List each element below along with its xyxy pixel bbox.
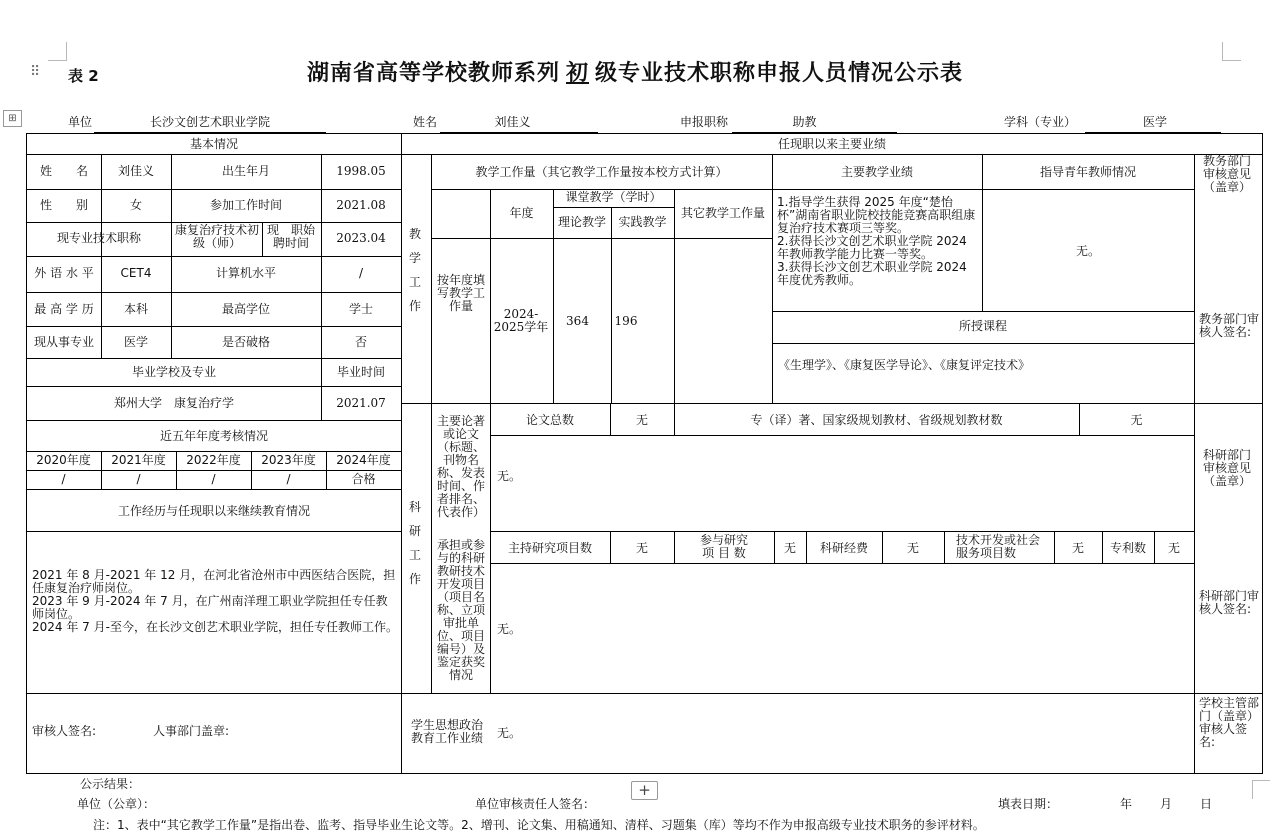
- page-title: 湖南省高等学校教师系列 初 级专业技术职称申报人员情况公示表: [306, 61, 964, 86]
- theory-value: 364: [566, 314, 589, 328]
- work-history-item: 2021 年 8 月-2021 年 12 月，在河北省沧州市中西医结合医院，担任康复治疗师岗位。: [32, 568, 396, 595]
- other-workload-header: 其它教学工作量: [680, 206, 765, 220]
- grid-line: [490, 531, 1195, 532]
- ideology-label: 学生思想政治教育工作业绩: [410, 718, 483, 745]
- host-projects-value: 无: [635, 541, 648, 555]
- apply-title-label: 申报职称: [680, 115, 729, 129]
- join-projects-label: 参与研究项 目 数: [699, 533, 748, 560]
- courses-label: 所授课程: [958, 319, 1007, 333]
- gender-value: 女: [129, 198, 142, 212]
- hire-time-value: 2023.04: [336, 231, 386, 245]
- date-day: 日: [1200, 797, 1213, 811]
- assessment-result: /: [286, 472, 291, 486]
- grid-line: [490, 189, 491, 694]
- result-label: 公示结果：: [80, 777, 141, 791]
- grad-school-label: 毕业学校及专业: [131, 365, 216, 379]
- year-header: 年度: [509, 206, 534, 220]
- current-title-label: 现专业技术职称: [56, 231, 141, 245]
- grid-line: [431, 189, 1195, 190]
- grid-line: [944, 531, 945, 564]
- assessment-year: 2020年度: [36, 453, 91, 467]
- research-label: 科研工作: [408, 500, 421, 586]
- assessment-year: 2023年度: [261, 453, 316, 467]
- degree-value: 学士: [348, 302, 373, 316]
- education-value: 本科: [123, 302, 148, 316]
- grid-line: [431, 238, 773, 239]
- degree-label: 最高学位: [221, 302, 270, 316]
- drag-handle-icon[interactable]: ⠿: [30, 64, 41, 80]
- patents-value: 无: [1167, 541, 1180, 555]
- grid-line: [401, 403, 1263, 404]
- grid-line: [674, 531, 675, 564]
- footnote: 注：1、表中“其它教学工作量”是指出卷、监考、指导毕业生论文等。2、增刊、论文集、用稿通知、清样、习题集（库）等均不作为申报高级专业技术职务的参评材料。: [93, 818, 985, 832]
- grid-line: [1262, 133, 1263, 774]
- research-dept-opinion: 科研部门审核意见（盖章）: [1202, 448, 1251, 488]
- main-achievements-header: 主要教学业绩: [840, 165, 913, 179]
- tech-service-label: 技术开发或社会服务项目数: [956, 533, 1041, 560]
- work-history-label: 工作经历与任现职以来继续教育情况: [117, 504, 310, 518]
- ideology-value: 无。: [497, 726, 522, 740]
- unit-label: 单位: [68, 115, 93, 129]
- grid-line: [490, 563, 1195, 564]
- work-history-text: [32, 569, 398, 634]
- work-history-item: 2023 年 9 月-2024 年 7 月，在广州南洋理工职业学院担任专任教师岗位。: [32, 594, 388, 621]
- papers-label: 主要论著或论文（标题、刊物名称、发表时间、作者排名、代表作）: [436, 414, 485, 519]
- projects-label: 承担或参与的科研教研技术开发项目（项目名称、立项审批单位、项目编号）及鉴定获奖情况: [436, 538, 485, 682]
- gender-label: 性 别: [39, 198, 88, 212]
- computer-label: 计算机水平: [215, 266, 276, 280]
- grid-line: [26, 256, 402, 257]
- reviewer-sign-label: 审核人签名:: [32, 724, 97, 738]
- funds-value: 无: [906, 541, 919, 555]
- grid-line: [26, 358, 402, 359]
- practice-header: 实践教学: [618, 215, 667, 229]
- work-start-label: 参加工作时间: [209, 198, 282, 212]
- young-teacher-header: 指导青年教师情况: [1039, 165, 1136, 179]
- grid-line: [401, 154, 1263, 155]
- funds-label: 科研经费: [819, 541, 868, 555]
- crop-mark-top-right: [1222, 42, 1241, 61]
- unit-seal-label: 单位（公章）：: [77, 797, 156, 811]
- foreign-lang-label: 外 语 水 平: [34, 266, 94, 280]
- grid-line: [401, 693, 1263, 694]
- name-field-label: 姓 名: [39, 164, 88, 178]
- birth-value: 1998.05: [336, 164, 386, 178]
- papers-value: 无。: [497, 469, 522, 483]
- grid-line: [401, 133, 402, 774]
- work-start-value: 2021.08: [336, 198, 386, 212]
- practice-value: 196: [614, 314, 638, 328]
- assessment-year: 2021年度: [111, 453, 166, 467]
- date-label: 填表日期：: [998, 797, 1059, 811]
- work-history-item: 2024 年 7 月-至今，在长沙文创艺术职业学院，担任专任教师工作。: [32, 620, 398, 634]
- paper-total-value: 无: [635, 413, 648, 427]
- year-value: 2024-2025学年: [493, 307, 549, 334]
- school-dept-sign: 学校主管部门（盖章）审核人签名:: [1199, 696, 1260, 749]
- books-value: 无: [1130, 413, 1143, 427]
- grid-line: [26, 326, 402, 327]
- subject-label: 学科（专业）: [1004, 115, 1077, 129]
- grid-line: [26, 489, 402, 490]
- academic-dept-sign: 教务部门审核人签名:: [1199, 312, 1260, 339]
- grid-line: [26, 531, 402, 532]
- major-label: 现从事专业: [33, 335, 94, 349]
- current-title-value: 康复治疗技术初级（师）: [174, 223, 259, 250]
- crop-mark-top-left: [48, 42, 67, 61]
- title-level: 初: [565, 61, 589, 86]
- join-projects-value: 无: [783, 541, 796, 555]
- name-value: 刘佳义: [494, 115, 531, 129]
- by-year-label: 按年度填写教学工作量: [436, 273, 485, 313]
- courses-value: 《生理学》、《康复医学导论》、《康复评定技术》: [778, 358, 1031, 372]
- unit-value: 长沙文创艺术职业学院: [149, 115, 270, 129]
- major-value: 医学: [123, 335, 148, 349]
- patents-label: 专利数: [1109, 541, 1146, 555]
- grad-time-label: 毕业时间: [336, 365, 385, 379]
- name-label: 姓名: [413, 115, 438, 129]
- birth-label: 出生年月: [221, 164, 270, 178]
- tech-service-value: 无: [1071, 541, 1084, 555]
- date-year: 年: [1120, 797, 1133, 811]
- grid-line: [26, 154, 402, 155]
- theory-header: 理论教学: [557, 215, 606, 229]
- paper-total-label: 论文总数: [525, 413, 574, 427]
- projects-value: 无。: [497, 622, 522, 636]
- workload-header: 教学工作量（其它教学工作量按本校方式计算）: [475, 165, 728, 179]
- foreign-lang-value: CET4: [120, 266, 152, 280]
- assessment-year: 2024年度: [336, 453, 391, 467]
- crop-mark-bottom-right: [1252, 780, 1270, 799]
- hire-time-label: 现 职始聘时间: [266, 223, 315, 250]
- achievements-text: 1.指导学生获得 2025 年度“楚怡杯”湖南省职业院校技能竞赛高职组康复治疗技术赛项三等奖。 2.获得长沙文创艺术职业学院 2024 年教师教学能力比赛一等奖。 3.获得长沙文创艺术职业学院 2024 年度优秀教师。: [777, 195, 976, 287]
- grid-line: [26, 773, 1263, 774]
- exceptional-value: 否: [354, 335, 367, 349]
- grid-line: [772, 343, 1195, 344]
- class-teaching-header: 课堂教学（学时）: [565, 190, 662, 204]
- assessment-label: 近五年年度考核情况: [159, 429, 268, 443]
- performance-section-header: 任现职以来主要业绩: [777, 137, 886, 151]
- apply-title-value: 助教: [792, 115, 817, 129]
- research-dept-sign: 科研部门审核人签名:: [1199, 589, 1260, 616]
- grid-line: [772, 154, 773, 404]
- unit-reviewer-label: 单位审核责任人签名：: [475, 797, 596, 811]
- assessment-result: /: [61, 472, 66, 486]
- grid-line: [26, 693, 402, 694]
- table-number: 表 2: [68, 67, 99, 85]
- assessment-result: /: [136, 472, 141, 486]
- grid-line: [262, 222, 263, 257]
- assessment-result: 合格: [351, 472, 376, 486]
- grid-line: [1194, 154, 1195, 774]
- academic-dept-opinion: 教务部门审核意见（盖章）: [1202, 154, 1251, 194]
- grid-line: [26, 470, 402, 471]
- grid-line: [431, 154, 432, 694]
- grid-line: [26, 292, 402, 293]
- assessment-year: 2022年度: [186, 453, 241, 467]
- grid-line: [26, 420, 402, 421]
- education-label: 最 高 学 历: [34, 302, 94, 316]
- computer-value: /: [358, 266, 364, 280]
- grid-line: [553, 207, 675, 208]
- basic-section-header: 基本情况: [189, 137, 238, 151]
- table-select-icon[interactable]: ⊞: [3, 110, 22, 127]
- subject-value: 医学: [1142, 115, 1167, 129]
- grid-line: [772, 311, 1195, 312]
- grid-line: [26, 133, 1263, 134]
- grad-time-value: 2021.07: [336, 396, 386, 410]
- grid-line: [26, 451, 402, 452]
- grid-line: [674, 189, 675, 404]
- teaching-label: 教学工作: [408, 227, 421, 313]
- exceptional-label: 是否破格: [221, 335, 270, 349]
- grid-line: [26, 386, 402, 387]
- add-row-button[interactable]: +: [631, 781, 658, 800]
- hr-seal-label: 人事部门盖章:: [153, 724, 230, 738]
- books-label: 专（译）著、国家级规划教材、省级规划教材数: [750, 413, 1003, 427]
- young-teacher-value: 无。: [1075, 244, 1100, 258]
- grid-line: [490, 435, 1195, 436]
- host-projects-label: 主持研究项目数: [507, 541, 592, 555]
- grid-line: [611, 207, 612, 404]
- assessment-result: /: [211, 472, 216, 486]
- name-field-value: 刘佳义: [117, 164, 154, 178]
- grad-school-value: 郑州大学 康复治疗学: [113, 396, 234, 410]
- date-month: 月: [1160, 797, 1173, 811]
- grid-line: [26, 189, 402, 190]
